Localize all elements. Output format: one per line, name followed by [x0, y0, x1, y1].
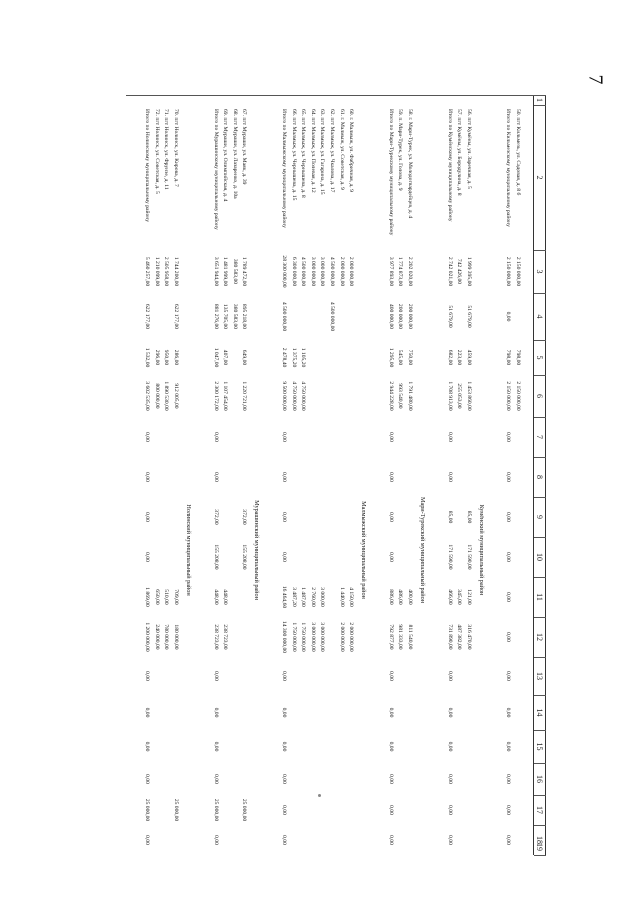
- cell-col-11: 345,00: [456, 589, 463, 605]
- section-title: Кумёнский муниципальный район: [477, 504, 485, 596]
- column-header-14: 14: [535, 708, 544, 717]
- total-row-label: Итого по Кильмезскому муниципальному району: [505, 109, 512, 227]
- total-row-label: Итого по Мари-Турекскому муниципальному району: [387, 109, 394, 236]
- cell-col-12: 316 470,00: [465, 624, 472, 650]
- cell-col-14: 0,00: [446, 707, 453, 718]
- cell-col-9: 0,00: [387, 512, 394, 522]
- column-header-16: 16: [535, 775, 544, 783]
- cell-col-9: 0,00: [281, 512, 287, 522]
- column-header-13: 13: [535, 672, 544, 680]
- cell-col-4: 200 000,00: [407, 303, 413, 330]
- cell-col-14: 0,00: [281, 707, 287, 718]
- cell-col-7: 0,00: [446, 432, 453, 442]
- cell-col-12: 811 540,00: [407, 624, 413, 650]
- cell-col-5: 750,00: [407, 349, 413, 366]
- row-address: 72. пгт Нолинск, ул. Советская, д. 5: [153, 109, 160, 194]
- cell-col-12: 2 000 000,00: [338, 622, 345, 652]
- cell-col-11: 3 000,00: [319, 587, 326, 607]
- cell-col-10: 171 590,00: [465, 544, 472, 570]
- cell-col-12: 3 000 000,00: [319, 622, 326, 652]
- header-column-divider: [534, 250, 546, 251]
- row-address: 60. г. Малмыж, ул. Фабричная, д. 9: [348, 109, 355, 192]
- header-column-divider: [534, 855, 546, 856]
- header-column-divider: [534, 105, 546, 106]
- row-address: 67. пгт Мураши, ул. Маяк, д. 39: [241, 109, 248, 185]
- cell-col-12: 1 750 000,00: [300, 622, 307, 652]
- cell-col-3: 1 774 873,00: [397, 256, 404, 287]
- cell-col-3: 3 000 000,00: [309, 256, 316, 287]
- cell-col-5: 286,00: [173, 349, 179, 366]
- header-column-divider: [534, 375, 546, 376]
- cell-col-5: 407,00: [222, 349, 229, 366]
- cell-col-11: 448,00: [222, 589, 229, 605]
- cell-col-4: 0,00: [505, 311, 512, 322]
- cell-col-14: 0,00: [212, 707, 219, 718]
- cell-col-4: 622 177,00: [144, 303, 151, 330]
- header-column-divider: [534, 417, 546, 418]
- cell-col-12: 238 723,00: [222, 624, 229, 650]
- cell-col-13: 0,00: [446, 671, 453, 681]
- cell-col-5: 2 478,40: [281, 347, 287, 368]
- column-header-9: 9: [535, 515, 544, 519]
- cell-col-4: 400 000,00: [387, 303, 394, 330]
- cell-col-7: 0,00: [505, 432, 512, 442]
- row-address: 59. п. Мари-Турек, ул. Голова, д. 9: [397, 109, 404, 191]
- cell-col-16: 0,00: [505, 774, 512, 784]
- column-header-12: 12: [535, 633, 544, 641]
- cell-col-13: 0,00: [505, 671, 512, 681]
- cell-col-5: 1 375,20: [290, 347, 297, 368]
- cell-col-16: 0,00: [144, 774, 151, 784]
- cell-col-16: 0,00: [387, 774, 394, 784]
- cell-col-12: 2 000 000,00: [348, 622, 355, 652]
- column-header-3: 3: [535, 269, 544, 274]
- cell-col-17: 0,00: [446, 805, 453, 815]
- cell-col-12: 1 200 000,00: [144, 622, 151, 652]
- column-header-19: 19: [535, 843, 544, 851]
- cell-col-13: 0,00: [387, 671, 394, 681]
- cell-col-6: 255 053,00: [456, 383, 463, 409]
- cell-col-13: 0,00: [144, 671, 151, 681]
- cell-col-9: 372,00: [212, 509, 219, 525]
- cell-col-6: 2 150 000,00: [505, 381, 512, 411]
- cell-col-3: 742 426,00: [456, 258, 463, 285]
- cell-col-10: 155 208,00: [241, 544, 248, 570]
- cell-col-5: 1 295,00: [387, 347, 394, 368]
- cell-col-5: 545,00: [397, 349, 404, 366]
- cell-col-11: 709,00: [173, 589, 179, 605]
- cell-col-6: 993 540,00: [397, 383, 404, 409]
- cell-col-3: 2 000 000,00: [338, 256, 345, 287]
- cell-col-18: 0,00: [387, 835, 394, 845]
- cell-col-5: 1 047,00: [212, 347, 219, 368]
- cell-col-9: 0,00: [505, 512, 512, 522]
- table-left-border: [126, 95, 546, 96]
- cell-col-6: 800 000,00: [153, 383, 160, 409]
- cell-col-3: 5 460 257,00: [144, 256, 151, 287]
- cell-col-6: 2 300 172,00: [212, 381, 219, 411]
- cell-col-12: 3 000 000,00: [309, 622, 316, 652]
- row-address: 58. г. Мари-Турек, ул. Молодогвардейцев, д. 4: [407, 109, 413, 219]
- row-address: 64. пгт Малмыж, ул. Полевая, д. 12: [309, 109, 316, 193]
- cell-col-9: 0,00: [144, 512, 151, 522]
- cell-col-11: 448,00: [212, 589, 219, 605]
- scan-mark: [318, 794, 321, 797]
- total-row-label: Итого по Нолинскому муниципальному району: [144, 109, 151, 223]
- row-address: 66. пгт Малмыж, ул. Чернышева, д. 15: [290, 109, 297, 201]
- column-header-8: 8: [535, 475, 544, 479]
- cell-col-5: 223,00: [456, 349, 463, 366]
- cell-col-11: 4 150,00: [348, 587, 355, 607]
- cell-col-8: 0,00: [144, 472, 151, 482]
- cell-col-17: 25 000,00: [144, 798, 151, 822]
- cell-col-8: 0,00: [212, 472, 219, 482]
- cell-col-4: 200 000,00: [397, 303, 404, 330]
- cell-col-3: 1 789 472,00: [241, 256, 248, 287]
- cell-col-11: 510,00: [163, 589, 170, 605]
- column-header-17: 17: [535, 806, 544, 814]
- cell-col-3: 1 481 999,00: [222, 256, 229, 287]
- cell-col-5: 649,00: [241, 349, 248, 366]
- cell-col-3: 28 300 000,00: [281, 255, 287, 288]
- column-header-1: 1: [535, 98, 544, 102]
- cell-col-18: 0,00: [144, 835, 151, 845]
- cell-col-3: 2 505 958,00: [163, 256, 170, 287]
- cell-col-4: 380 583,00: [231, 303, 238, 330]
- row-address: 62. пгт Малмыж, ул. Чкалова, д. 17: [329, 109, 335, 193]
- cell-col-18: 0,00: [212, 835, 219, 845]
- cell-col-5: 798,00: [515, 349, 521, 366]
- cell-col-4: 51 679,00: [465, 305, 472, 328]
- cell-col-14: 0,00: [144, 707, 151, 718]
- header-column-divider: [534, 293, 546, 294]
- table-top-border: [545, 95, 546, 855]
- cell-col-3: 3 651 944,00: [212, 256, 219, 287]
- cell-col-6: 1 107 454,00: [222, 381, 229, 411]
- cell-col-4: 4 500 000,00: [281, 301, 287, 332]
- cell-col-15: 0,00: [446, 741, 453, 752]
- cell-col-12: 238 723,00: [212, 624, 219, 650]
- row-address: 56. пгт Кумёны, ул. Заречная, д. 5: [465, 109, 472, 189]
- cell-col-15: 0,00: [505, 741, 512, 752]
- page-number: 7: [584, 74, 607, 85]
- cell-col-4: 4 500 000,00: [329, 301, 335, 332]
- cell-col-6: 3 602 535,00: [144, 381, 151, 411]
- cell-col-3: 2 202 020,00: [407, 256, 413, 287]
- header-column-divider: [534, 825, 546, 826]
- header-column-divider: [534, 457, 546, 458]
- cell-col-3: 4 500 000,00: [300, 256, 307, 287]
- total-row-label: Итого по Мурашинскому муниципальному району: [212, 109, 219, 230]
- cell-col-11: 0,00: [505, 592, 512, 602]
- section-title: Мурашинский муниципальный район: [253, 500, 261, 600]
- cell-col-6: 9 500 000,00: [281, 381, 287, 411]
- cell-col-6: 4 750 000,00: [290, 381, 297, 411]
- cell-col-12: 1 750 000,00: [290, 622, 297, 652]
- column-header-15: 15: [535, 742, 544, 751]
- column-header-2: 2: [535, 175, 544, 180]
- cell-col-6: 1 708 913,00: [446, 381, 453, 411]
- rotated-table: [126, 95, 546, 855]
- cell-col-6: 1 791 480,00: [407, 381, 413, 411]
- cell-col-12: 487 382,00: [456, 624, 463, 650]
- column-header-11: 11: [535, 593, 544, 601]
- cell-col-5: 1 532,00: [144, 347, 151, 368]
- cell-col-17: 0,00: [281, 805, 287, 815]
- cell-col-4: 51 679,00: [446, 305, 453, 328]
- cell-col-3: 2 150 000,00: [515, 256, 521, 287]
- cell-col-10: 171 590,00: [446, 544, 453, 570]
- column-header-6: 6: [535, 394, 544, 398]
- row-address: 68. пгт Мураши, ул. Лазаренко, д. 10а: [231, 109, 238, 199]
- cell-col-11: 2 760,00: [309, 587, 316, 607]
- row-address: 70. пгт Нолинск, ул. Кирова, д. 7: [173, 109, 179, 187]
- cell-col-14: 0,00: [505, 707, 512, 718]
- cell-col-10: 0,00: [387, 552, 394, 562]
- column-header-5: 5: [535, 355, 544, 360]
- cell-col-5: 682,00: [446, 349, 453, 366]
- cell-col-5: 459,00: [465, 349, 472, 366]
- cell-col-9: 85,00: [465, 510, 472, 524]
- row-address: 61. г. Малмыж, ул. Советская, д. 9: [338, 109, 345, 190]
- cell-col-9: 85,00: [446, 510, 453, 524]
- cell-col-12: 731 890,00: [446, 624, 453, 650]
- cell-col-10: 0,00: [281, 552, 287, 562]
- cell-col-12: 792 877,00: [387, 624, 394, 650]
- cell-col-5: 798,00: [505, 349, 512, 366]
- cell-col-3: 3 000 000,00: [319, 256, 326, 287]
- cell-col-5: 296,00: [153, 349, 160, 366]
- cell-col-15: 0,00: [281, 741, 287, 752]
- header-column-divider: [534, 730, 546, 731]
- cell-col-13: 0,00: [281, 671, 287, 681]
- cell-col-15: 0,00: [144, 741, 151, 752]
- cell-col-7: 0,00: [281, 432, 287, 442]
- cell-col-3: 2 150 000,00: [505, 256, 512, 287]
- cell-col-11: 16 464,60: [281, 585, 287, 609]
- row-address: 50. пгт Кильмезь, ул. Садовая, д. 8 б: [515, 109, 521, 196]
- column-header-7: 7: [535, 435, 544, 439]
- cell-col-11: 400,00: [407, 589, 413, 605]
- cell-col-14: 0,00: [387, 707, 394, 718]
- cell-col-11: 121,00: [465, 589, 472, 605]
- cell-col-8: 0,00: [505, 472, 512, 482]
- cell-col-6: 1 453 860,00: [465, 381, 472, 411]
- cell-col-11: 1 487,00: [300, 587, 307, 607]
- section-title: Нолинский муниципальный район: [185, 504, 192, 596]
- cell-col-7: 0,00: [212, 432, 219, 442]
- column-header-18: 18: [535, 836, 544, 844]
- cell-col-10: 155 208,00: [212, 544, 219, 570]
- row-address: 71. пгт Нолинск, ул. Фрунзе, д. 11: [163, 109, 170, 190]
- header-column-divider: [534, 340, 546, 341]
- cell-col-10: 0,00: [505, 552, 512, 562]
- cell-col-3: 380 583,00: [231, 258, 238, 285]
- cell-col-3: 2 742 021,00: [446, 256, 453, 287]
- cell-col-11: 1 869,00: [144, 587, 151, 607]
- cell-col-18: 0,00: [446, 835, 453, 845]
- row-address: 69. пгт Мураши, ул. Олимпийская, д. 4: [222, 109, 229, 202]
- cell-col-5: 950,00: [163, 349, 170, 366]
- cell-col-3: 3 977 893,00: [387, 256, 394, 287]
- header-column-divider: [534, 795, 546, 796]
- column-header-4: 4: [535, 314, 544, 319]
- header-column-divider: [534, 577, 546, 578]
- section-title: Малмыжский муниципальный район: [360, 501, 368, 599]
- cell-col-4: 135 705,00: [222, 303, 229, 330]
- section-title: Мари-Турекский муниципальный район: [419, 496, 426, 604]
- cell-col-11: 886,00: [387, 589, 394, 605]
- cell-col-12: 14 300 000,00: [281, 620, 287, 654]
- cell-col-12: 180 000,00: [173, 624, 179, 650]
- cell-col-15: 0,00: [212, 741, 219, 752]
- cell-col-17: 0,00: [387, 805, 394, 815]
- cell-col-16: 0,00: [212, 774, 219, 784]
- column-header-10: 10: [535, 553, 544, 561]
- cell-col-8: 0,00: [281, 472, 287, 482]
- cell-col-7: 0,00: [144, 432, 151, 442]
- row-address: 63. пгт Малмыж, ул. Гагарина, д. 15: [319, 109, 326, 195]
- header-column-divider: [534, 617, 546, 618]
- cell-col-8: 0,00: [446, 472, 453, 482]
- cell-col-6: 912 005,00: [173, 383, 179, 409]
- cell-col-10: 0,00: [144, 552, 151, 562]
- cell-col-12: 780 000,00: [163, 624, 170, 650]
- cell-col-11: 3 487,20: [290, 587, 297, 607]
- cell-col-5: 1 105,20: [300, 347, 307, 368]
- cell-col-6: 1 890 530,00: [163, 381, 170, 411]
- cell-col-3: 1 744 200,00: [173, 256, 179, 287]
- header-column-divider: [534, 537, 546, 538]
- cell-col-12: 981 333,00: [397, 624, 404, 650]
- cell-col-6: 2 150 000,00: [515, 381, 521, 411]
- cell-col-11: 650,00: [153, 589, 160, 605]
- cell-col-16: 0,00: [281, 774, 287, 784]
- cell-col-17: 25 000,00: [173, 798, 179, 822]
- cell-col-6: 1 220 721,00: [241, 381, 248, 411]
- row-address: 57. пгт Кумёны, ул. Бородулина, д. 8: [456, 109, 463, 196]
- header-column-divider: [534, 497, 546, 498]
- cell-col-3: 6 300 000,00: [290, 256, 297, 287]
- cell-col-12: 240 000,00: [153, 624, 160, 650]
- cell-col-4: 895 218,00: [241, 303, 248, 330]
- cell-col-17: 0,00: [505, 805, 512, 815]
- total-row-label: Итого по Кумёнскому муниципальному району: [446, 109, 453, 222]
- row-address: 65. пгт Малмыж, ул. Чернышева, д. 8: [300, 109, 307, 198]
- header-bottom-border: [533, 95, 534, 855]
- cell-col-3: 4 500 000,00: [329, 256, 335, 287]
- cell-col-4: 622 177,00: [173, 303, 179, 330]
- cell-col-11: 466,00: [446, 589, 453, 605]
- cell-col-18: 0,00: [505, 835, 512, 845]
- cell-col-17: 25 000,00: [241, 798, 248, 822]
- cell-col-11: 486,00: [397, 589, 404, 605]
- cell-col-11: 1 440,00: [338, 587, 345, 607]
- cell-col-16: 0,00: [446, 774, 453, 784]
- total-row-label: Итого по Малмыжскому муниципальному району: [281, 109, 287, 228]
- header-column-divider: [534, 695, 546, 696]
- cell-col-15: 0,00: [387, 741, 394, 752]
- cell-col-6: 2 944 228,00: [387, 381, 394, 411]
- cell-col-3: 2 000 000,00: [348, 256, 355, 287]
- header-column-divider: [534, 763, 546, 764]
- cell-col-18: 0,00: [281, 835, 287, 845]
- cell-col-3: 1 210 099,00: [153, 256, 160, 287]
- cell-col-6: 4 750 000,00: [300, 381, 307, 411]
- cell-col-13: 0,00: [212, 671, 219, 681]
- cell-col-3: 1 999 395,00: [465, 256, 472, 287]
- cell-col-9: 372,00: [241, 509, 248, 525]
- cell-col-12: 0,00: [505, 632, 512, 642]
- cell-col-7: 0,00: [387, 432, 394, 442]
- cell-col-17: 25 000,00: [212, 798, 219, 822]
- cell-col-8: 0,00: [387, 472, 394, 482]
- header-column-divider: [534, 657, 546, 658]
- cell-col-4: 881 276,00: [212, 303, 219, 330]
